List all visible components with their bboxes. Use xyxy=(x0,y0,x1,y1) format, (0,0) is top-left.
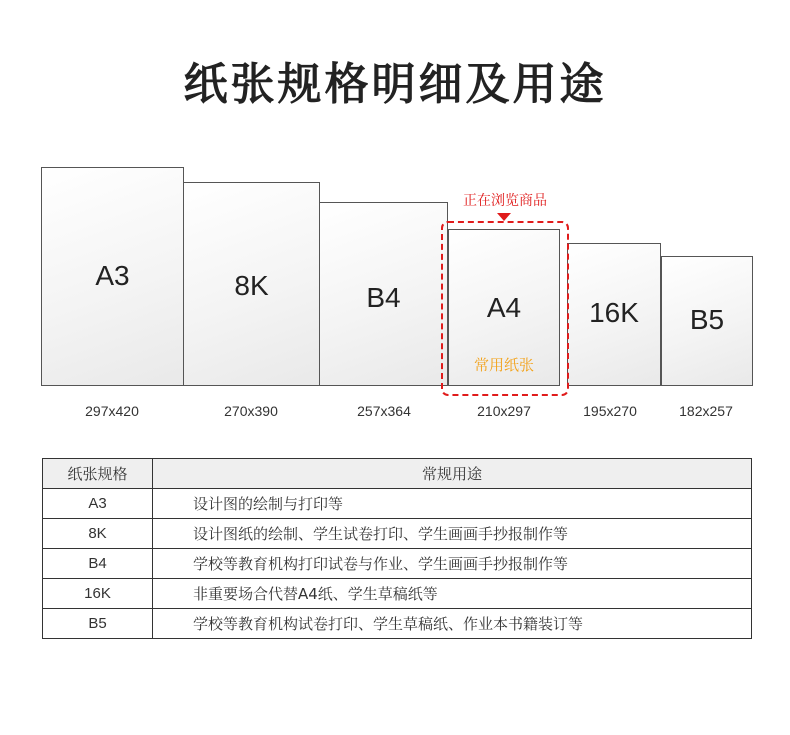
paper-b4-dims: 257x364 xyxy=(357,403,411,419)
paper-16k-dims: 195x270 xyxy=(583,403,637,419)
paper-a4-dims: 210x297 xyxy=(477,403,531,419)
paper-a3-label: A3 xyxy=(95,260,130,291)
table-row xyxy=(43,519,752,549)
table-row xyxy=(43,549,752,579)
row-use: 学校等教育机构试卷打印、学生草稿纸、作业本书籍装订等 xyxy=(153,609,752,639)
row-use: 设计图的绘制与打印等 xyxy=(153,489,752,519)
paper-8k-dims: 270x390 xyxy=(224,403,278,419)
paper-a3-dims: 297x420 xyxy=(85,403,139,419)
table-row xyxy=(43,579,752,609)
table-row xyxy=(43,609,752,639)
table-row xyxy=(43,489,752,519)
row-size: 8K xyxy=(43,519,153,549)
down-arrow-icon xyxy=(497,213,511,221)
current-product-highlight xyxy=(441,221,569,396)
header-paper-spec: 纸张规格 xyxy=(43,459,153,489)
paper-b4-label: B4 xyxy=(366,282,401,313)
browsing-label: 正在浏览商品 xyxy=(463,193,547,209)
paper-8k-label: 8K xyxy=(234,270,269,301)
paper-a4-label: A4 xyxy=(486,292,522,323)
row-use: 学校等教育机构打印试卷与作业、学生画画手抄报制作等 xyxy=(153,549,752,579)
table-header-row xyxy=(43,459,752,489)
row-size: A3 xyxy=(43,489,153,519)
page-title: 纸张规格明细及用途 xyxy=(183,59,607,110)
paper-b5 xyxy=(661,256,753,386)
paper-a4-common-label: 常用纸张 xyxy=(473,356,534,374)
row-size: B4 xyxy=(43,549,153,579)
row-size: 16K xyxy=(43,579,153,609)
header-common-use: 常规用途 xyxy=(153,459,752,489)
paper-a3 xyxy=(41,167,184,386)
paper-b4 xyxy=(319,202,448,386)
paper-16k xyxy=(567,243,661,386)
paper-b5-label: B5 xyxy=(689,304,725,335)
row-size: B5 xyxy=(43,609,153,639)
row-use: 设计图纸的绘制、学生试卷打印、学生画画手抄报制作等 xyxy=(153,519,752,549)
paper-8k xyxy=(183,182,320,386)
row-use: 非重要场合代替A4纸、学生草稿纸等 xyxy=(153,579,752,609)
paper-b5-dims: 182x257 xyxy=(679,403,733,419)
paper-16k-label: 16K xyxy=(589,297,639,328)
paper-usage-table xyxy=(42,458,752,639)
